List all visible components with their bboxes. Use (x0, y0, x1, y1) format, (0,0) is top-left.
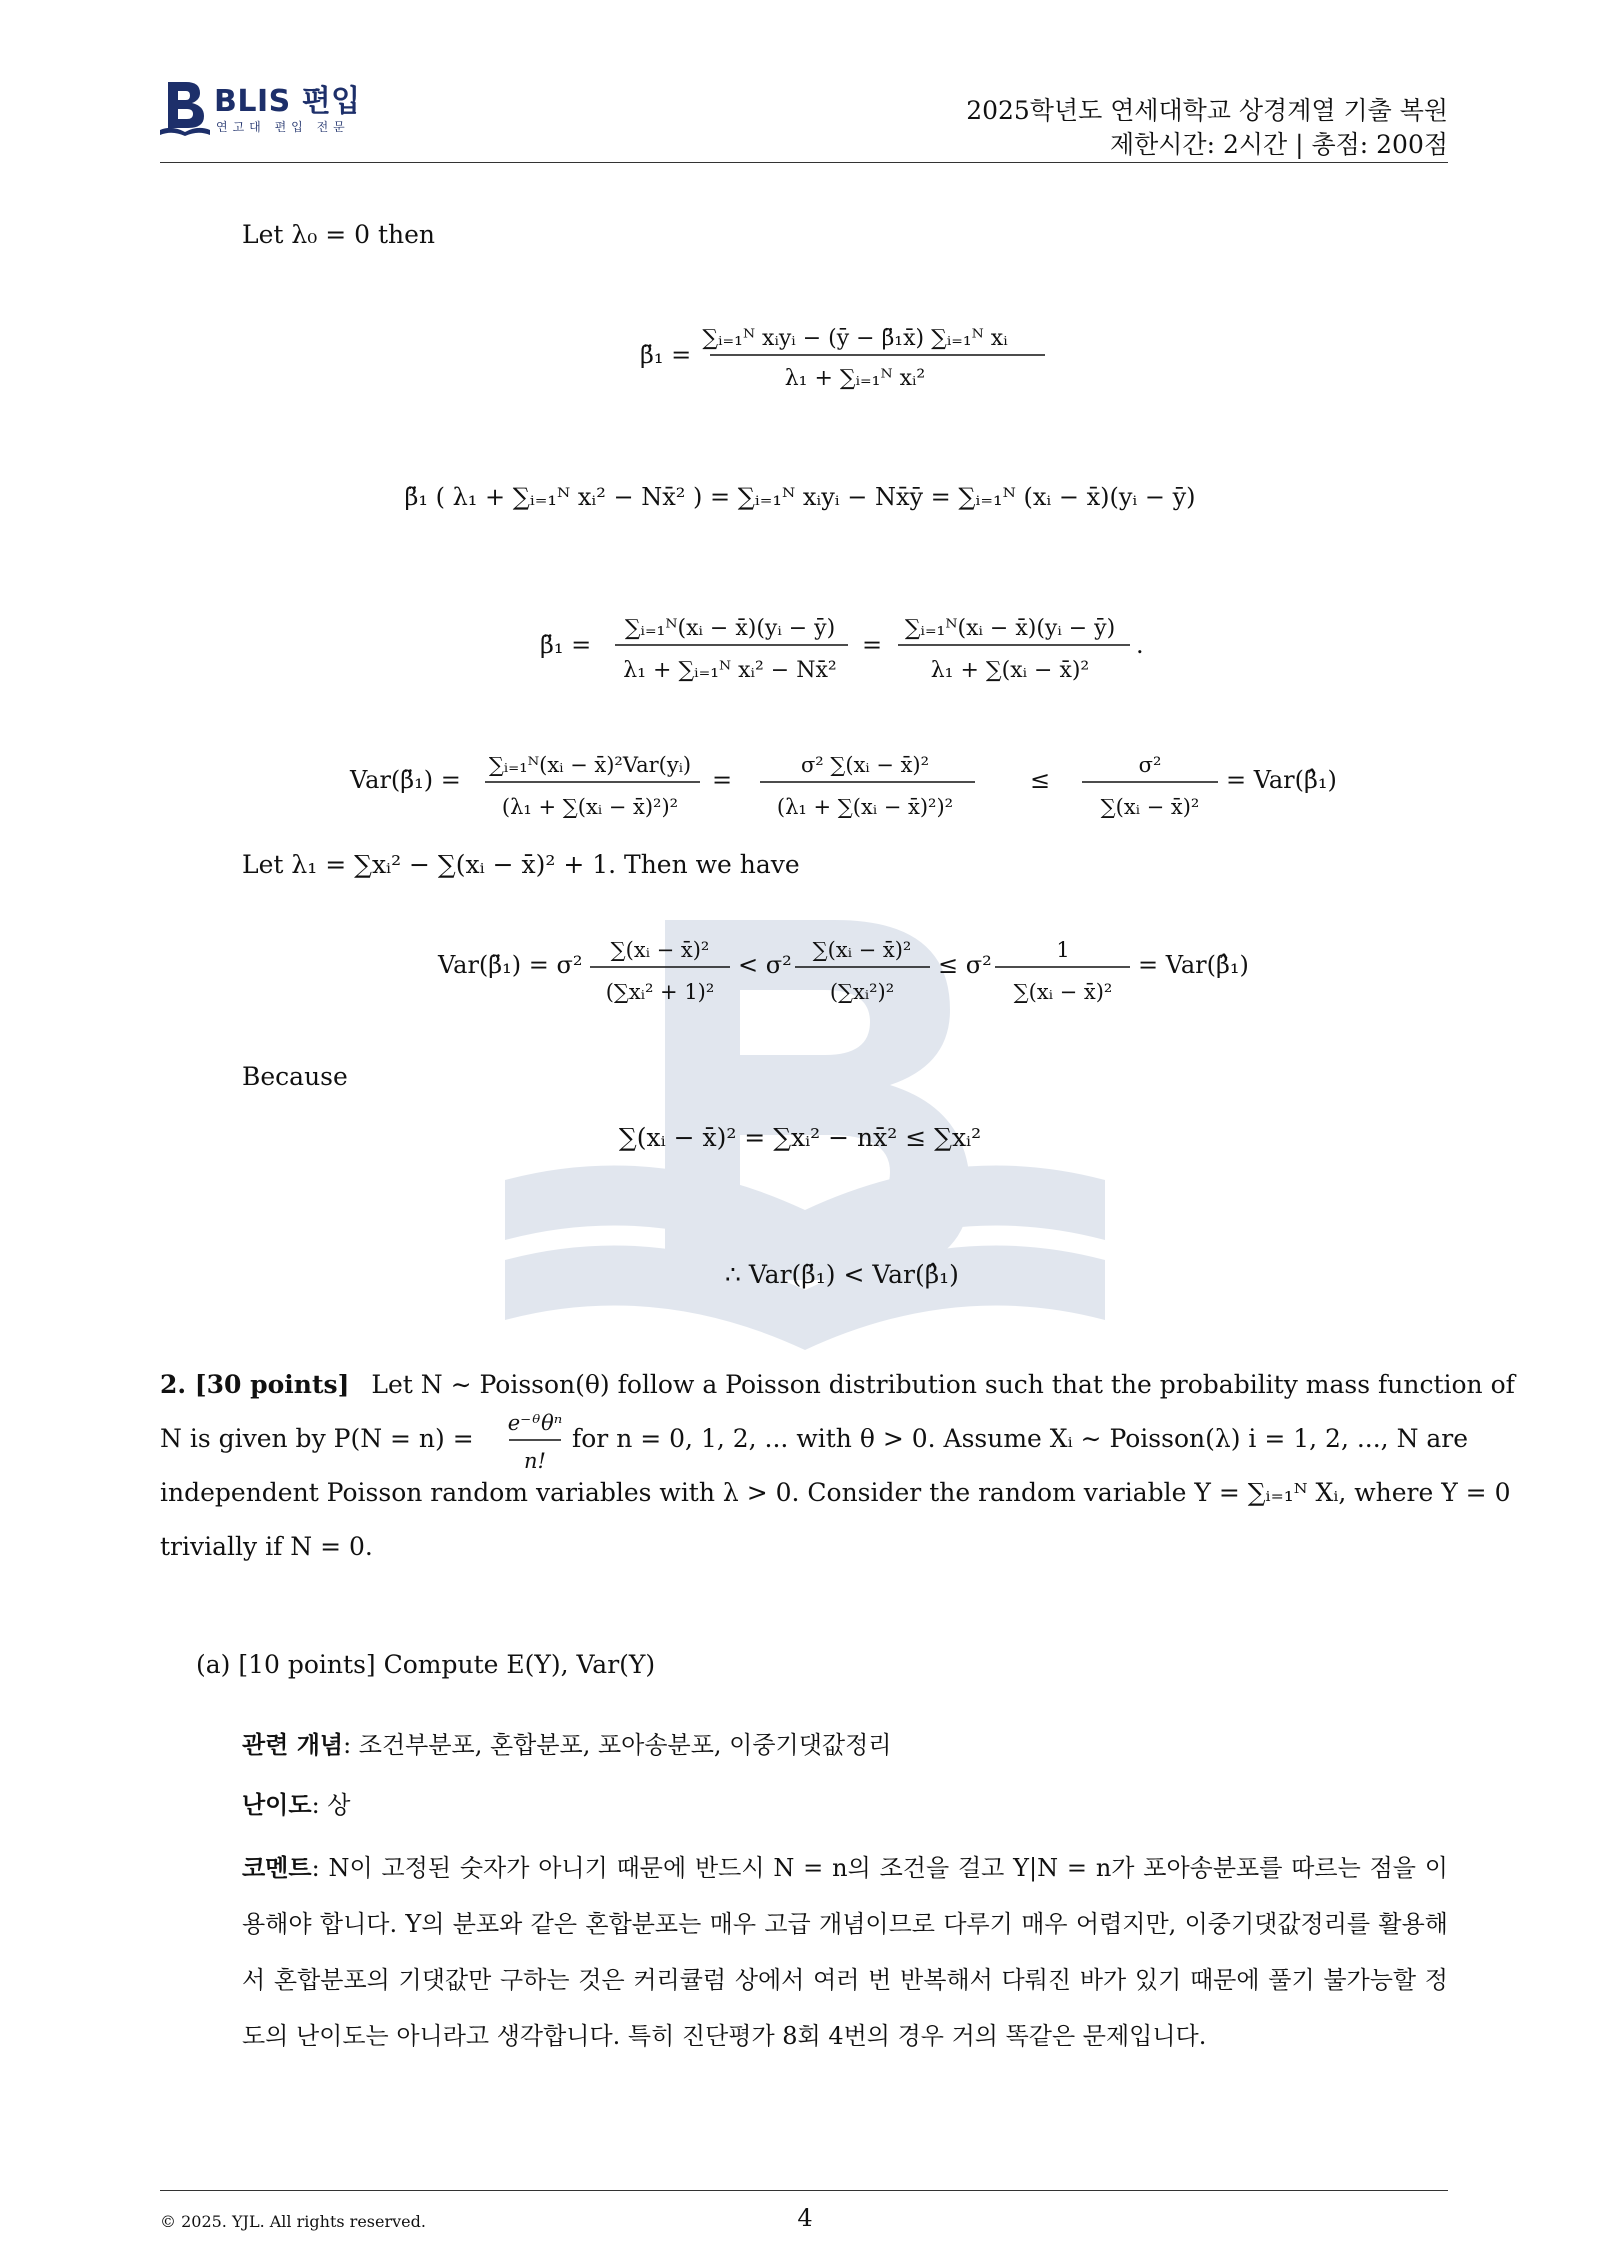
eq5-mid2: ≤ σ² (938, 951, 992, 979)
eq4-lhs: Var(β̈₁) = (350, 766, 461, 794)
svg-text:=: = (712, 766, 733, 794)
equation-sum-inequality (0, 1100, 1600, 1170)
eq5-rhs: = Var(β̂₁) (1138, 951, 1249, 979)
eq3-denominator-2: λ₁ + ∑(xᵢ − x̄)² (930, 658, 1090, 683)
problem-2-line-2: N is given by P(N = n) = (160, 1424, 474, 1453)
page-number: 4 (797, 2204, 813, 2232)
problem-2-line-1: 2. [30 points] Let N ∼ Poisson(θ) follow a Poisson distribution such that the probability mass function of (160, 1370, 1515, 1399)
copyright-text: © 2025. YJL. All rights reserved. (160, 2212, 426, 2231)
eq3-lhs: β̈₁ = (540, 631, 592, 659)
header-info (966, 94, 1448, 162)
eq4-numerator-1: ∑ᵢ₌₁ᴺ(xᵢ − x̄)²Var(yᵢ) (488, 753, 692, 777)
concept-label: 관련 개념 (242, 1730, 344, 1759)
footer-rule (160, 2190, 1448, 2191)
eq1-denominator: λ₁ + ∑ᵢ₌₁ᴺ xᵢ² (784, 366, 926, 391)
pmf-numerator: e⁻ᶿθⁿ (507, 1411, 563, 1435)
related-concepts: 관련 개념: 조건부분포, 혼합분포, 포아송분포, 이중기댓값정리 (242, 1730, 892, 1759)
svg-text:.: . (1136, 631, 1144, 659)
eq5-lhs: Var(β̈₁) = σ² (438, 951, 583, 979)
difficulty: 난이도: 상 (242, 1790, 351, 1819)
svg-text:=: = (862, 631, 883, 659)
logo-text: BLIS 편입 (214, 84, 361, 119)
eq4-denominator-3: ∑(xᵢ − x̄)² (1100, 795, 1200, 819)
eq5-denominator-2: (∑xᵢ²)² (829, 980, 895, 1004)
blis-logo-icon (160, 78, 210, 136)
problem-2-line-3: independent Poisson random variables with λ > 0. Consider the random variable Y = ∑ᵢ₌₁ᴺ Xᵢ, where Y = 0 (160, 1478, 1511, 1507)
eq4-rhs: = Var(β̂₁) (1226, 766, 1337, 794)
eq5-numerator-3: 1 (1056, 938, 1070, 962)
exam-meta: 제한시간: 2시간 | 총점: 200점 (1109, 130, 1448, 159)
eq4-denominator-1: (λ₁ + ∑(xᵢ − x̄)²)² (501, 795, 679, 819)
eq5-numerator-1: ∑(xᵢ − x̄)² (610, 938, 710, 962)
eq4-numerator-2: σ² ∑(xᵢ − x̄)² (800, 753, 930, 777)
eq3-numerator-1: ∑ᵢ₌₁ᴺ(xᵢ − x̄)(yᵢ − ȳ) (624, 616, 836, 641)
eq5-denominator-1: (∑xᵢ² + 1)² (605, 980, 715, 1004)
difficulty-label: 난이도 (242, 1790, 312, 1819)
logo-tagline: 연고대 편입 전문 (216, 120, 350, 134)
pmf-denominator: n! (524, 1449, 546, 1473)
problem-2-part-a: (a) [10 points] Compute E(Y), Var(Y) (196, 1650, 656, 1679)
equation-variance-bound (0, 730, 1600, 830)
comment-label: 코멘트 (242, 1853, 312, 1882)
eq4-denominator-2: (λ₁ + ∑(xᵢ − x̄)²)² (776, 795, 954, 819)
let-lambda1-text: Let λ₁ = ∑xᵢ² − ∑(xᵢ − x̄)² + 1. Then we have (242, 850, 800, 879)
problem-2-line-2b: for n = 0, 1, 2, ... with θ > 0. Assume Xᵢ ∼ Poisson(λ) i = 1, 2, ..., N are (572, 1424, 1469, 1453)
eq5-denominator-3: ∑(xᵢ − x̄)² (1013, 980, 1113, 1004)
let-lambda0-text: Let λ₀ = 0 then (242, 220, 435, 249)
equation-beta-normal (0, 445, 1600, 555)
eq5-numerator-2: ∑(xᵢ − x̄)² (812, 938, 912, 962)
equation-beta-initial (0, 305, 1600, 405)
eq4-leq: ≤ (1030, 766, 1051, 794)
eq7-text: ∴ Var(β̈₁) < Var(β̂₁) (725, 1260, 959, 1289)
blis-logo (160, 78, 420, 138)
problem-2-number: 2. [30 points] (160, 1370, 350, 1399)
exam-title: 2025학년도 연세대학교 상경계열 기출 복원 (966, 96, 1448, 125)
eq3-numerator-2: ∑ᵢ₌₁ᴺ(xᵢ − x̄)(yᵢ − ȳ) (904, 616, 1116, 641)
equation-beta-solution (0, 595, 1600, 695)
eq4-numerator-3: σ² (1138, 753, 1162, 777)
eq6-text: ∑(xᵢ − x̄)² = ∑xᵢ² − nx̄² ≤ ∑xᵢ² (618, 1123, 982, 1152)
problem-2-line-4: trivially if N = 0. (160, 1532, 373, 1561)
eq1-numerator: ∑ᵢ₌₁ᴺ xᵢyᵢ − (ȳ − β̈₁x̄) ∑ᵢ₌₁ᴺ xᵢ (702, 326, 1008, 351)
because-text: Because (242, 1062, 348, 1091)
equation-conclusion (0, 1245, 1600, 1305)
header-rule (160, 162, 1448, 163)
comment-paragraph (242, 1840, 1448, 2064)
eq1-lhs: β̈₁ = (640, 341, 692, 369)
equation-variance-compare (0, 915, 1600, 1015)
eq5-mid: < σ² (738, 951, 792, 979)
eq3-denominator-1: λ₁ + ∑ᵢ₌₁ᴺ xᵢ² − Nx̄² (623, 658, 837, 683)
pmf-fraction (505, 1402, 565, 1478)
eq2-text: β̈₁ ( λ₁ + ∑ᵢ₌₁ᴺ xᵢ² − Nx̄² ) = ∑ᵢ₌₁ᴺ xᵢyᵢ − Nx̄ȳ = ∑ᵢ₌₁ᴺ (xᵢ − x̄)(yᵢ − ȳ) (404, 483, 1196, 511)
comment-text: : N이 고정된 숫자가 아니기 때문에 반드시 N = n의 조건을 걸고 Y|N = n가 포아송분포를 따르는 점을 이용해야 합니다. Y의 분포와 같은 혼합분포는 매우 고급 개념이므로 다루기 매우 어렵지만, 이중기댓값정리를 활용해서 혼합분포의 기댓값만 구하는 것은 커리큘럼 상에서 여러 번 반복해서 다뤄진 바가 있기 때문에 풀기 불가능할 정도의 난이도는 아니라고 생각합니다. 특히 진단평가 8회 4번의 경우 거의 똑같은 문제입니다. (242, 1854, 1448, 2050)
